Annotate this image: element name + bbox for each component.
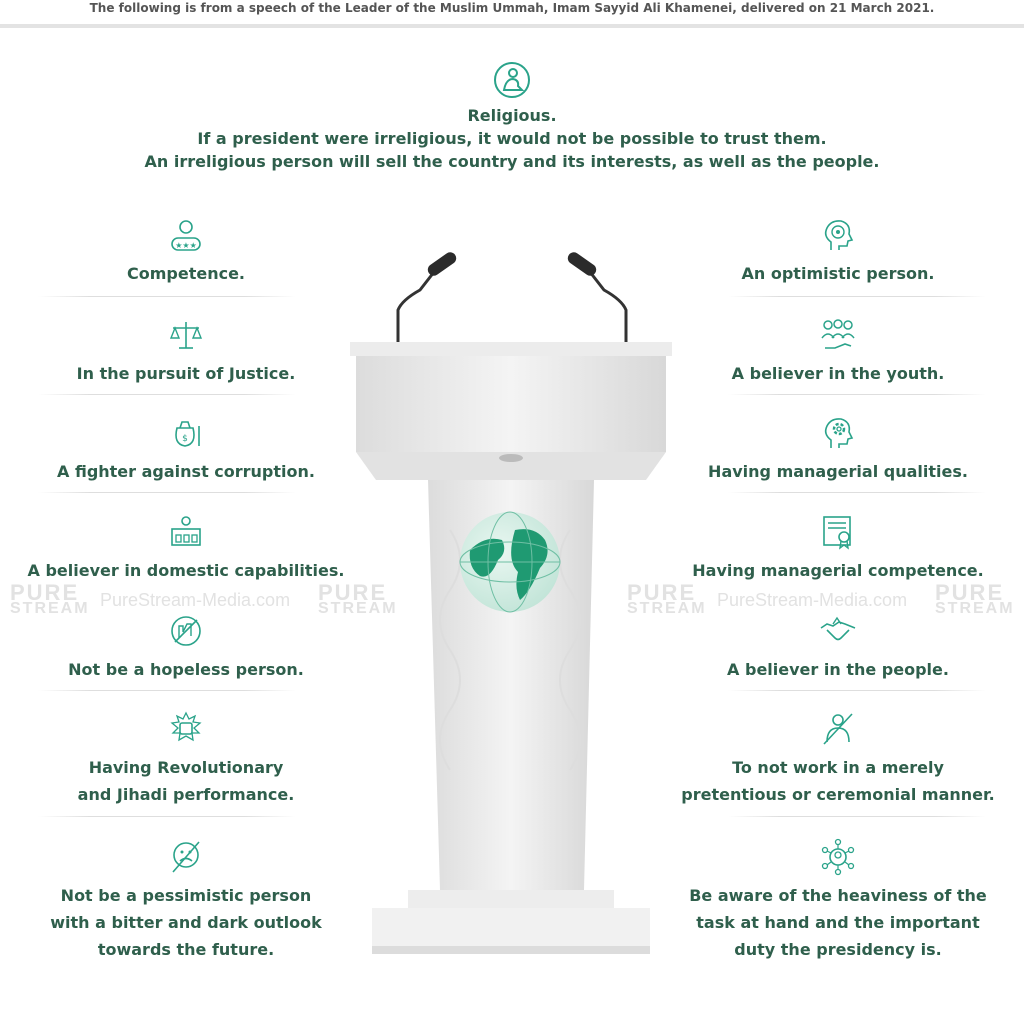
- watermark-logo-top: PURE: [10, 580, 80, 605]
- left-item-label: Having Revolutionary and Jihadi performance.: [77, 758, 295, 804]
- right-item-6: [668, 838, 1008, 963]
- right-item-label: Having managerial qualities.: [708, 462, 968, 481]
- right-item-3: [668, 513, 1008, 584]
- left-item-2: [16, 414, 356, 485]
- right-item-label: An optimistic person.: [741, 264, 935, 283]
- watermark-logo-bottom: STREAM: [935, 600, 1015, 617]
- left-item-label: A fighter against corruption.: [57, 462, 315, 481]
- separator: [38, 492, 296, 493]
- right-item-label: To not work in a merely pretentious or ceremonial manner.: [681, 758, 995, 804]
- factory-gear-icon: [167, 513, 205, 551]
- left-item-4: [16, 612, 356, 683]
- watermark-url: PureStream-Media.com: [717, 590, 908, 610]
- watermark-url: PureStream-Media.com: [100, 590, 291, 610]
- svg-text:$: $: [182, 434, 188, 444]
- right-item-4: [668, 612, 1008, 683]
- person-rating-icon: [167, 216, 205, 254]
- right-item-1: [668, 316, 1008, 387]
- right-item-2: [668, 414, 1008, 485]
- left-item-1: [16, 316, 356, 387]
- left-item-label: Competence.: [126, 264, 245, 283]
- top-item-line-1: If a president were irreligious, it would not be possible to trust them.: [197, 129, 827, 148]
- separator: [38, 394, 296, 395]
- intro-bar: [0, 0, 1024, 28]
- right-item-label: A believer in the people.: [727, 660, 949, 679]
- group-hand-icon: [819, 316, 857, 354]
- right-item-label: Having managerial competence.: [692, 561, 984, 580]
- praying-person-icon: [492, 60, 532, 100]
- watermark-logo-bottom: STREAM: [318, 600, 398, 617]
- network-person-icon: [819, 838, 857, 876]
- separator: [38, 296, 296, 297]
- watermark-logo-top: PURE: [627, 580, 697, 605]
- left-item-3: [16, 513, 356, 584]
- separator: [728, 816, 986, 817]
- certificate-icon: [819, 513, 857, 551]
- left-item-label: Not be a hopeless person.: [68, 660, 304, 679]
- separator: [38, 690, 296, 691]
- crossed-hand-icon: [167, 612, 205, 650]
- left-item-label: In the pursuit of Justice.: [76, 364, 296, 383]
- top-item-title: Religious.: [467, 106, 557, 125]
- crossed-person-icon: [819, 710, 857, 748]
- head-target-icon: [819, 216, 857, 254]
- left-item-label: Not be a pessimistic person with a bitter and dark outlook towards the future.: [50, 886, 322, 959]
- money-bag-icon: [167, 414, 205, 452]
- left-item-0: [16, 216, 356, 287]
- top-item: [0, 60, 1024, 173]
- separator: [728, 492, 986, 493]
- podium-illustration: [330, 250, 697, 1010]
- left-item-label: A believer in domestic capabilities.: [27, 561, 345, 580]
- head-gear-icon: [819, 414, 857, 452]
- separator: [728, 690, 986, 691]
- top-item-line-2: An irreligious person will sell the country and its interests, as well as the people.: [144, 152, 880, 171]
- handshake-icon: [819, 612, 857, 650]
- right-item-5: [668, 710, 1008, 808]
- right-microphone: [590, 272, 626, 342]
- watermark-logo-top: PURE: [935, 580, 1005, 605]
- left-item-6: [16, 838, 356, 963]
- separator: [728, 296, 986, 297]
- separator: [728, 394, 986, 395]
- raised-fist-icon: [167, 710, 205, 748]
- right-item-0: [668, 216, 1008, 287]
- watermark-logo-top: PURE: [318, 580, 388, 605]
- justice-scales-icon: [167, 316, 205, 354]
- sad-face-crossed-icon: [167, 838, 205, 876]
- watermark-logo-bottom: STREAM: [10, 600, 90, 617]
- intro-text: The following is from a speech of the Leader of the Muslim Ummah, Imam Sayyid Ali Khamenei, delivered on 21 March 2021.: [89, 1, 935, 15]
- right-item-label: A believer in the youth.: [731, 364, 945, 383]
- svg-text:★★★: ★★★: [175, 241, 197, 250]
- left-item-5: [16, 710, 356, 808]
- left-microphone: [398, 272, 434, 342]
- right-item-label: Be aware of the heaviness of the task at hand and the important duty the presidency is.: [689, 886, 987, 959]
- watermark-logo-bottom: STREAM: [627, 600, 707, 617]
- separator: [38, 816, 296, 817]
